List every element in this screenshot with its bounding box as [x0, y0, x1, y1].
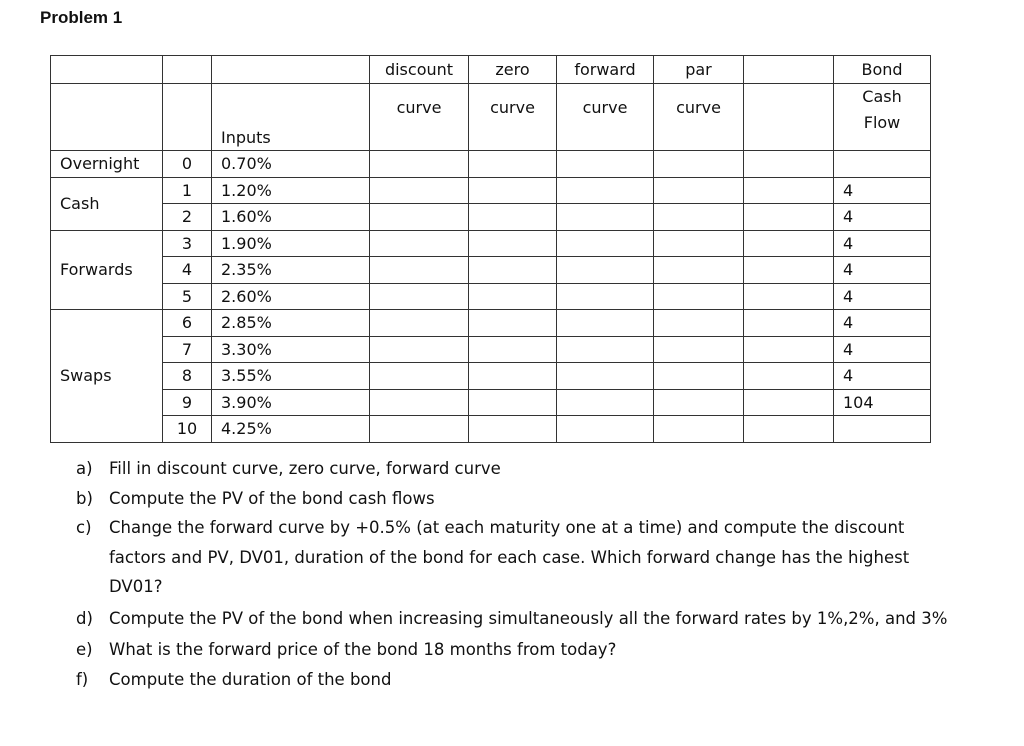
header-discount: discount: [370, 56, 469, 84]
header-forward: forward: [557, 56, 654, 84]
input-rate-cell: 1.20%: [212, 177, 370, 204]
header-par: par: [654, 56, 744, 84]
input-rate-cell: 1.60%: [212, 204, 370, 231]
group-overnight: Overnight: [51, 151, 163, 178]
cash-flow-cell: 104: [834, 389, 931, 416]
cash-flow-cell: 4: [834, 283, 931, 310]
table-row: [51, 151, 931, 178]
question-text: What is the forward price of the bond 18 months from today?: [109, 640, 617, 659]
maturity-cell: 6: [163, 310, 212, 337]
header-bond-cash-flow: Cash Flow: [834, 84, 931, 151]
cash-flow-cell: 4: [834, 204, 931, 231]
problem-title: Problem 1: [40, 8, 123, 27]
table-row: [51, 283, 931, 310]
question-letter: a): [76, 459, 93, 478]
question-text: Fill in discount curve, zero curve, forward curve: [109, 459, 501, 478]
table-row: [51, 310, 931, 337]
maturity-cell: 2: [163, 204, 212, 231]
header-forward-curve: curve: [557, 84, 654, 151]
maturity-cell: 5: [163, 283, 212, 310]
table-row: [51, 257, 931, 284]
group-cash: Cash: [51, 177, 163, 230]
maturity-cell: 7: [163, 336, 212, 363]
header-zero: zero: [469, 56, 557, 84]
question-letter: e): [76, 640, 93, 659]
question-item: [76, 484, 956, 514]
question-text: Compute the PV of the bond cash flows: [109, 488, 435, 508]
header-zero-curve: curve: [469, 84, 557, 151]
question-letter: b): [76, 488, 93, 508]
question-letter: d): [76, 608, 93, 628]
question-item: [76, 635, 956, 665]
cash-flow-cell: [834, 151, 931, 178]
cash-flow-cell: 4: [834, 363, 931, 390]
question-text: Compute the PV of the bond when increasing simultaneously all the forward rates by 1%,2%, and 3%: [109, 608, 948, 628]
header-bond: Bond: [834, 56, 931, 84]
header-row-2: [51, 84, 931, 151]
problem-table: [50, 55, 931, 443]
table-row: [51, 230, 931, 257]
question-letter: f): [76, 669, 89, 689]
question-text: Change the forward curve by +0.5% (at each maturity one at a time) and compute the discount factors and PV, DV01, duration of the bond for each case. Which forward change has the highest DV01?: [109, 518, 910, 596]
maturity-cell: 0: [163, 151, 212, 178]
maturity-cell: 3: [163, 230, 212, 257]
cash-flow-cell: [834, 416, 931, 443]
question-item: [76, 513, 956, 602]
question-item: [76, 454, 956, 484]
question-text: Compute the duration of the bond: [109, 669, 392, 689]
table-row: [51, 177, 931, 204]
input-rate-cell: 4.25%: [212, 416, 370, 443]
group-swaps: Swaps: [51, 310, 163, 443]
header-inputs: Inputs: [212, 84, 370, 151]
question-list: [76, 454, 956, 694]
input-rate-cell: 3.90%: [212, 389, 370, 416]
input-rate-cell: 3.30%: [212, 336, 370, 363]
cash-flow-cell: 4: [834, 230, 931, 257]
header-par-curve: curve: [654, 84, 744, 151]
question-letter: c): [76, 518, 92, 537]
maturity-cell: 4: [163, 257, 212, 284]
maturity-cell: 8: [163, 363, 212, 390]
cash-flow-cell: 4: [834, 336, 931, 363]
group-forwards: Forwards: [51, 230, 163, 310]
cash-flow-cell: 4: [834, 310, 931, 337]
question-item: [76, 665, 956, 695]
input-rate-cell: 2.60%: [212, 283, 370, 310]
input-rate-cell: 0.70%: [212, 151, 370, 178]
cash-flow-cell: 4: [834, 257, 931, 284]
input-rate-cell: 2.35%: [212, 257, 370, 284]
header-discount-curve: curve: [370, 84, 469, 151]
table-row: [51, 416, 931, 443]
table-row: [51, 336, 931, 363]
input-rate-cell: 3.55%: [212, 363, 370, 390]
maturity-cell: 10: [163, 416, 212, 443]
table-row: [51, 389, 931, 416]
header-row-1: [51, 56, 931, 84]
maturity-cell: 1: [163, 177, 212, 204]
question-item: [76, 604, 956, 634]
maturity-cell: 9: [163, 389, 212, 416]
table-row: [51, 363, 931, 390]
input-rate-cell: 1.90%: [212, 230, 370, 257]
table-row: [51, 204, 931, 231]
cash-flow-cell: 4: [834, 177, 931, 204]
input-rate-cell: 2.85%: [212, 310, 370, 337]
